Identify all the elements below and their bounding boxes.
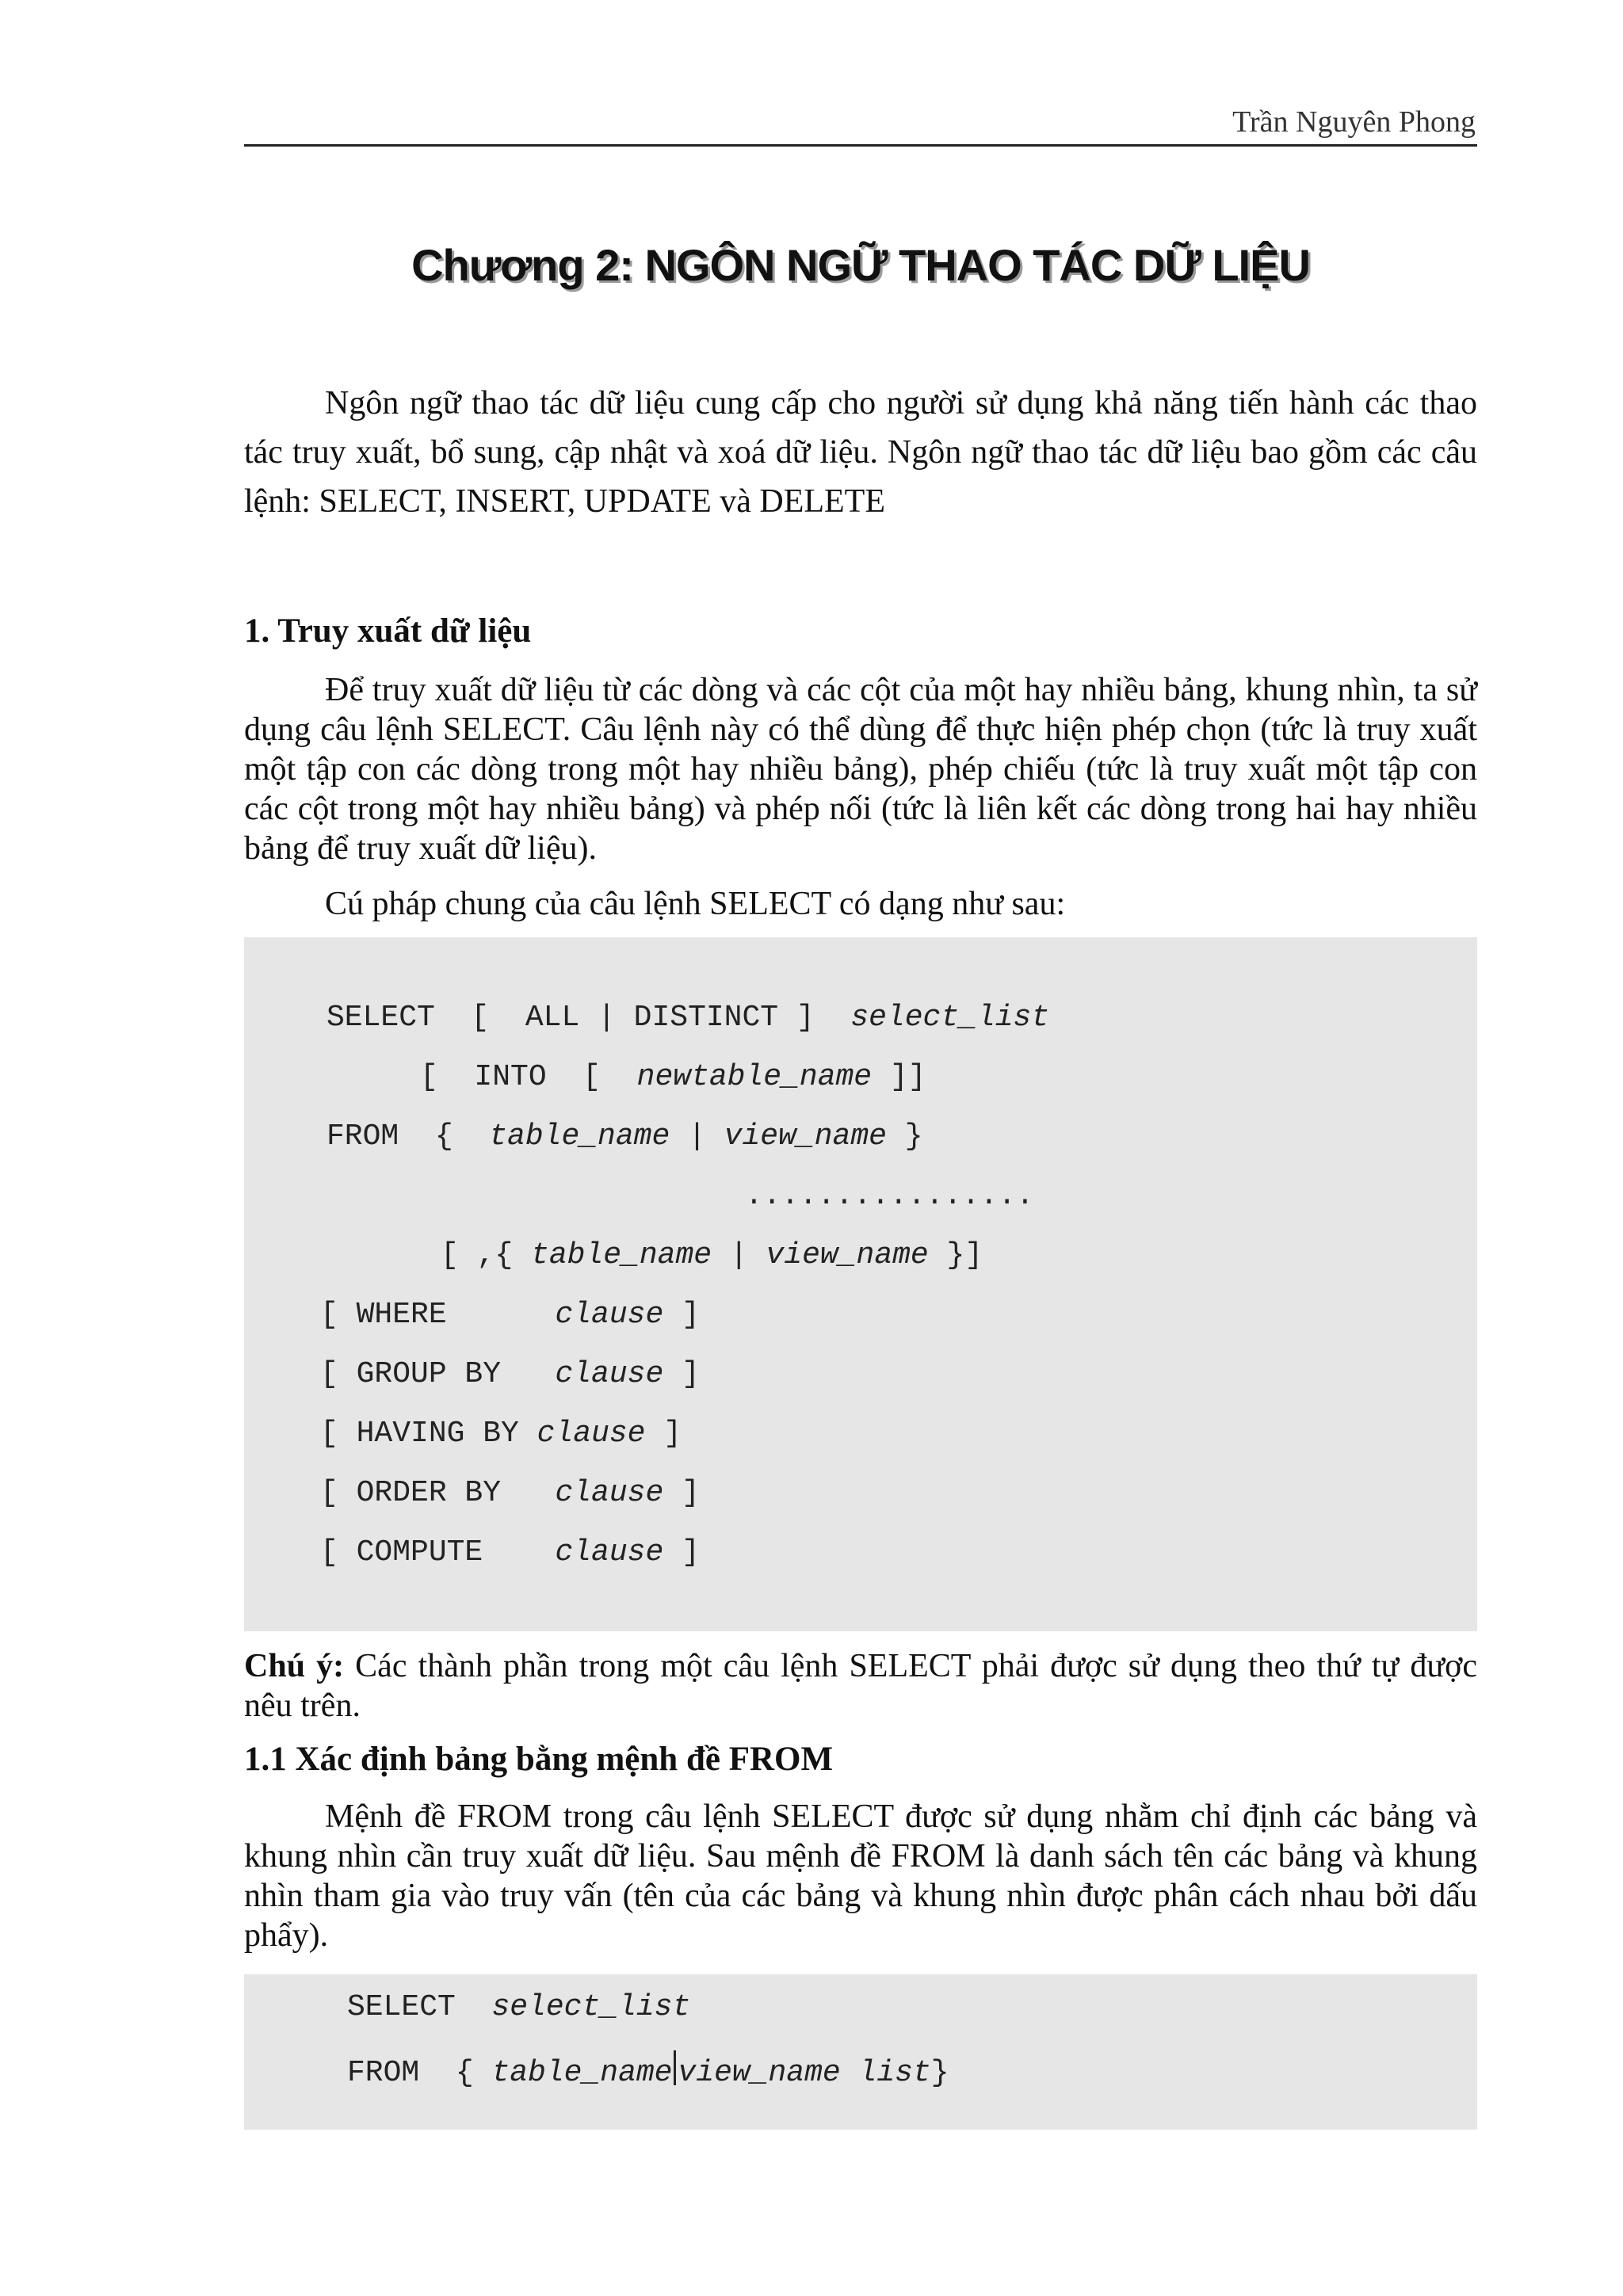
syntax-line-into: [ INTO [ newtable_name ]] [420,1060,926,1094]
note-label: Chú ý: [244,1648,345,1684]
syntax-line-compute: [ COMPUTE clause ] [320,1535,700,1569]
chapter-title: Chương 2: NGÔN NGỮ THAO TÁC DỮ LIỆU [411,240,1310,290]
syntax-line-more-tables: [ ,{ table_name | view_name }] [441,1238,983,1272]
intro-paragraph: Ngôn ngữ thao tác dữ liệu cung cấp cho người sử dụng khả năng tiến hành các thao tác truy xuất, bổ sung, cập nhật và xoá dữ liệu. Ngôn ngữ thao tác dữ liệu bao gồm các câu lệnh: SELECT, INSERT, UPDATE và DELETE [244,385,1477,520]
syntax-intro: Cú pháp chung của câu lệnh SELECT có dạng như sau: [325,886,1066,922]
syntax-line-from: FROM { table_name | view_name } [327,1119,923,1154]
select-syntax-block [244,937,1477,1631]
note-paragraph [244,1646,1477,1726]
syntax-line-having-by: [ HAVING BY clause ] [320,1417,682,1451]
note-text: Các thành phần trong một câu lệnh SELECT phải được sử dụng theo thứ tự được nêu trên. [244,1648,1477,1724]
syntax-line-where: [ WHERE clause ] [320,1298,700,1332]
syntax2-line-select: SELECT select_list [347,1990,691,2024]
section-1-1-heading: 1.1 Xác định bảng bằng mệnh đề FROM [244,1741,834,1778]
from-syntax-block [244,1974,1477,2130]
syntax-line-group-by: [ GROUP BY clause ] [320,1357,700,1391]
section-1-1-paragraph: Mệnh đề FROM trong câu lệnh SELECT được sử dụng nhằm chỉ định các bảng và khung nhìn cần truy xuất dữ liệu. Sau mệnh đề FROM là danh sách tên các bảng và khung nhìn tham gia vào truy vấn (tên của các bảng và khung nhìn được phân cách nhau bởi dấu phẩy). [244,1798,1477,1954]
section-1-heading: 1. Truy xuất dữ liệu [244,612,532,650]
header-rule [244,144,1477,147]
syntax-line-select: SELECT [ ALL | DISTINCT ] select_list [327,1001,1050,1035]
syntax2-line-from: FROM { table_name view_name list} [347,2050,949,2090]
header-author: Trần Nguyên Phong [1232,105,1476,139]
syntax-line-ellipsis: ................ [745,1179,1034,1213]
section-1-paragraph: Để truy xuất dữ liệu từ các dòng và các cột của một hay nhiều bảng, khung nhìn, ta sử dụng câu lệnh SELECT. Câu lệnh này có thể dùng để thực hiện phép chọn (tức là truy xuất một tập con các dòng trong một hay nhiều bảng), phép chiếu (tức là truy xuất một tập con các cột trong một hay nhiều bảng) và phép nối (tức là liên kết các dòng trong hai hay nhiều bảng để truy xuất dữ liệu). [244,672,1477,867]
syntax-line-order-by: [ ORDER BY clause ] [320,1476,700,1510]
pipe-separator [674,2050,676,2085]
